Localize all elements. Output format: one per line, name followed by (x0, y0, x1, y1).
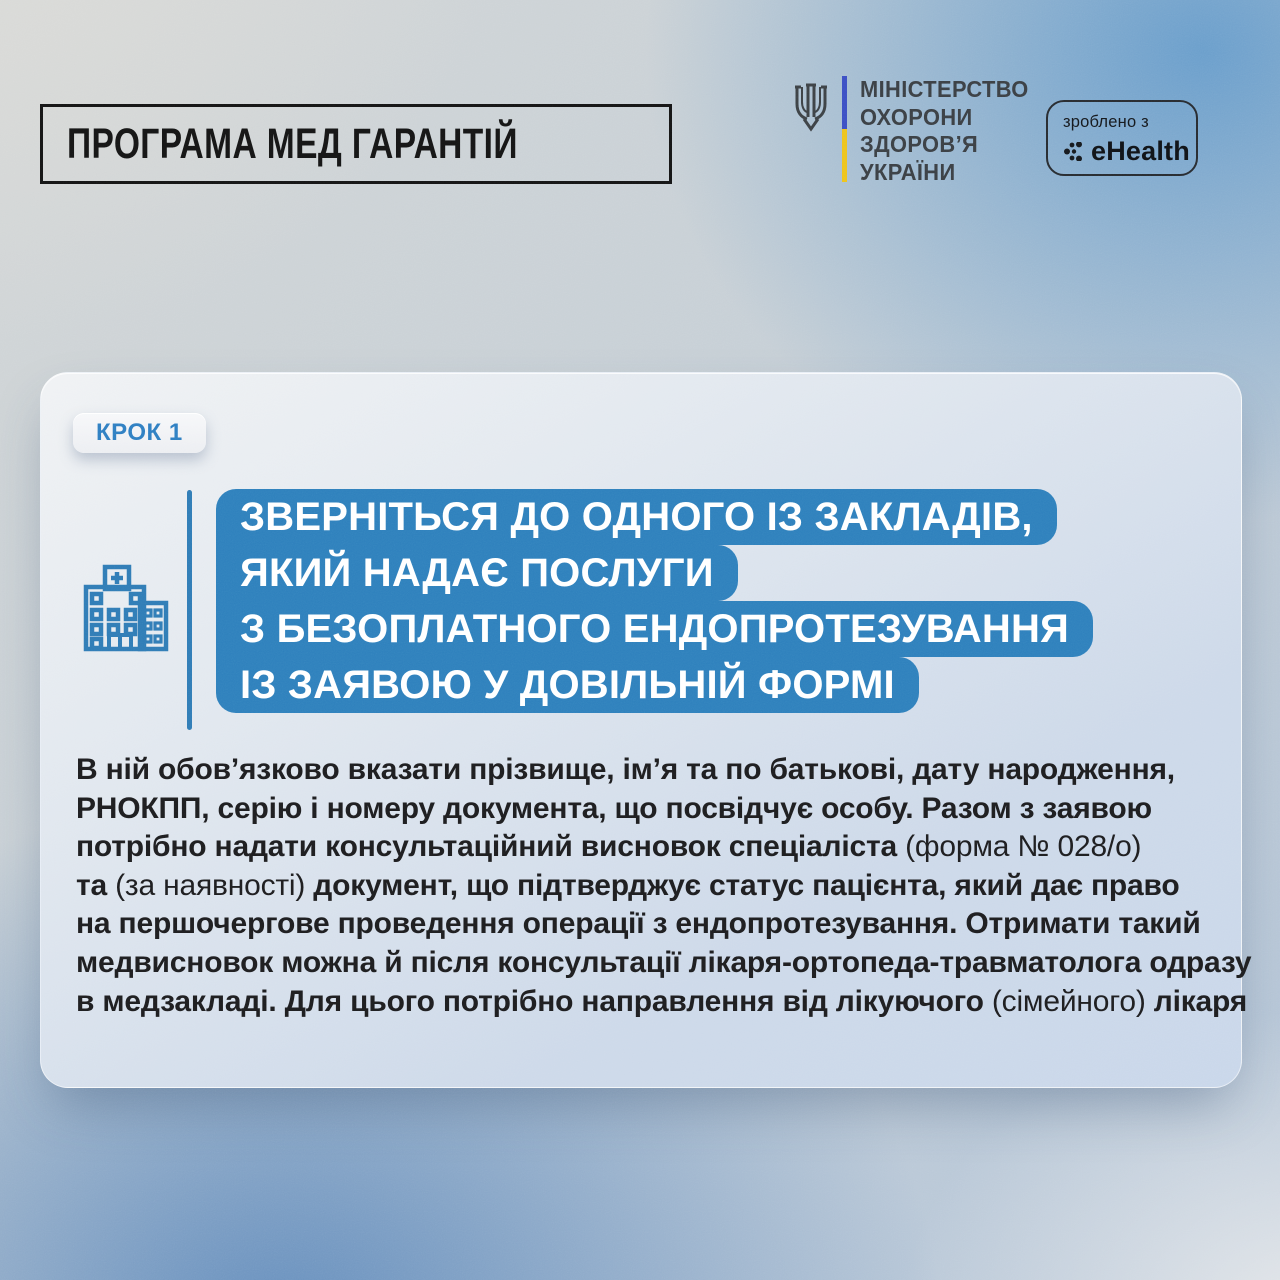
body-line (76, 983, 1251, 1022)
body-segment-light: (сімейного) (991, 984, 1146, 1018)
ehealth-dots-icon (1063, 142, 1084, 161)
ministry-name-line: ЗДОРОВ’Я (860, 131, 979, 157)
body-segment-light: (форма № 028/о) (905, 830, 1142, 864)
body-segment: медвисновок можна й після консультації лікаря-ортопеда-травматолога одразу (76, 945, 1252, 979)
flag-bar-yellow (842, 129, 847, 182)
body-line (76, 944, 1251, 983)
ministry-name-line: ОХОРОНИ (860, 103, 973, 130)
ministry-name-line: УКРАЇНИ (860, 158, 956, 185)
trident-icon (790, 82, 832, 138)
body-segment: в медзакладі. Для цього потрібно направлення від лікуючого (76, 984, 992, 1018)
step-heading-line: ІЗ ЗАЯВОЮ У ДОВІЛЬНІЙ ФОРМІ (216, 657, 919, 713)
program-badge (40, 104, 672, 184)
heading-accent-line (187, 490, 192, 730)
body-segment: В ній обов’язково вказати прізвище, ім’я та по батькові, дату народження, (76, 753, 1175, 786)
ministry-name-line: МІНІСТЕРСТВО (860, 76, 1029, 102)
ehealth-badge (1046, 100, 1198, 176)
body-segment: лікаря (1145, 984, 1248, 1018)
body-segment: на першочергове проведення операції з ендопротезування. Отримати такий (76, 907, 1201, 941)
step-heading (216, 489, 1093, 713)
hospital-icon (78, 561, 172, 674)
body-line (76, 905, 1251, 944)
step-card (40, 372, 1252, 1088)
body-segment: потрібно надати консультаційний висновок спеціаліста (76, 830, 906, 864)
step-heading-row (216, 601, 1093, 657)
body-line (76, 751, 1251, 790)
body-segment: РНОКПП, серію і номеру документа, що посвідчує особу. Разом з заявою (76, 791, 1152, 825)
step-badge: КРОК 1 (73, 413, 206, 453)
step-heading-row (216, 545, 1093, 601)
step-heading-row (216, 657, 1093, 713)
ehealth-brand-row (1063, 136, 1196, 167)
flag-bar-blue (842, 76, 847, 129)
body-line (76, 867, 1251, 906)
program-badge-label: ПРОГРАМА МЕД ГАРАНТІЙ (67, 119, 518, 168)
step-body-text (76, 751, 1251, 1021)
ministry-logo (790, 76, 1038, 186)
step-heading-line: ЯКИЙ НАДАЄ ПОСЛУГИ (216, 545, 738, 601)
body-line (76, 790, 1251, 829)
body-segment: документ, що підтверджує статус пацієнта, який дає право (305, 868, 1180, 902)
ehealth-brand-label: eHealth (1091, 136, 1190, 166)
made-with-label: зроблено з (1063, 113, 1149, 131)
step-heading-row (216, 489, 1093, 545)
flag-bar (842, 76, 847, 182)
body-line (76, 828, 1251, 867)
body-segment: та (76, 868, 116, 902)
ministry-name (860, 76, 1038, 186)
body-segment-light: (за наявності) (115, 868, 306, 902)
step-heading-line: З БЕЗОПЛАТНОГО ЕНДОПРОТЕЗУВАННЯ (216, 601, 1093, 657)
step-heading-line: ЗВЕРНІТЬСЯ ДО ОДНОГО ІЗ ЗАКЛАДІВ, (216, 489, 1057, 545)
